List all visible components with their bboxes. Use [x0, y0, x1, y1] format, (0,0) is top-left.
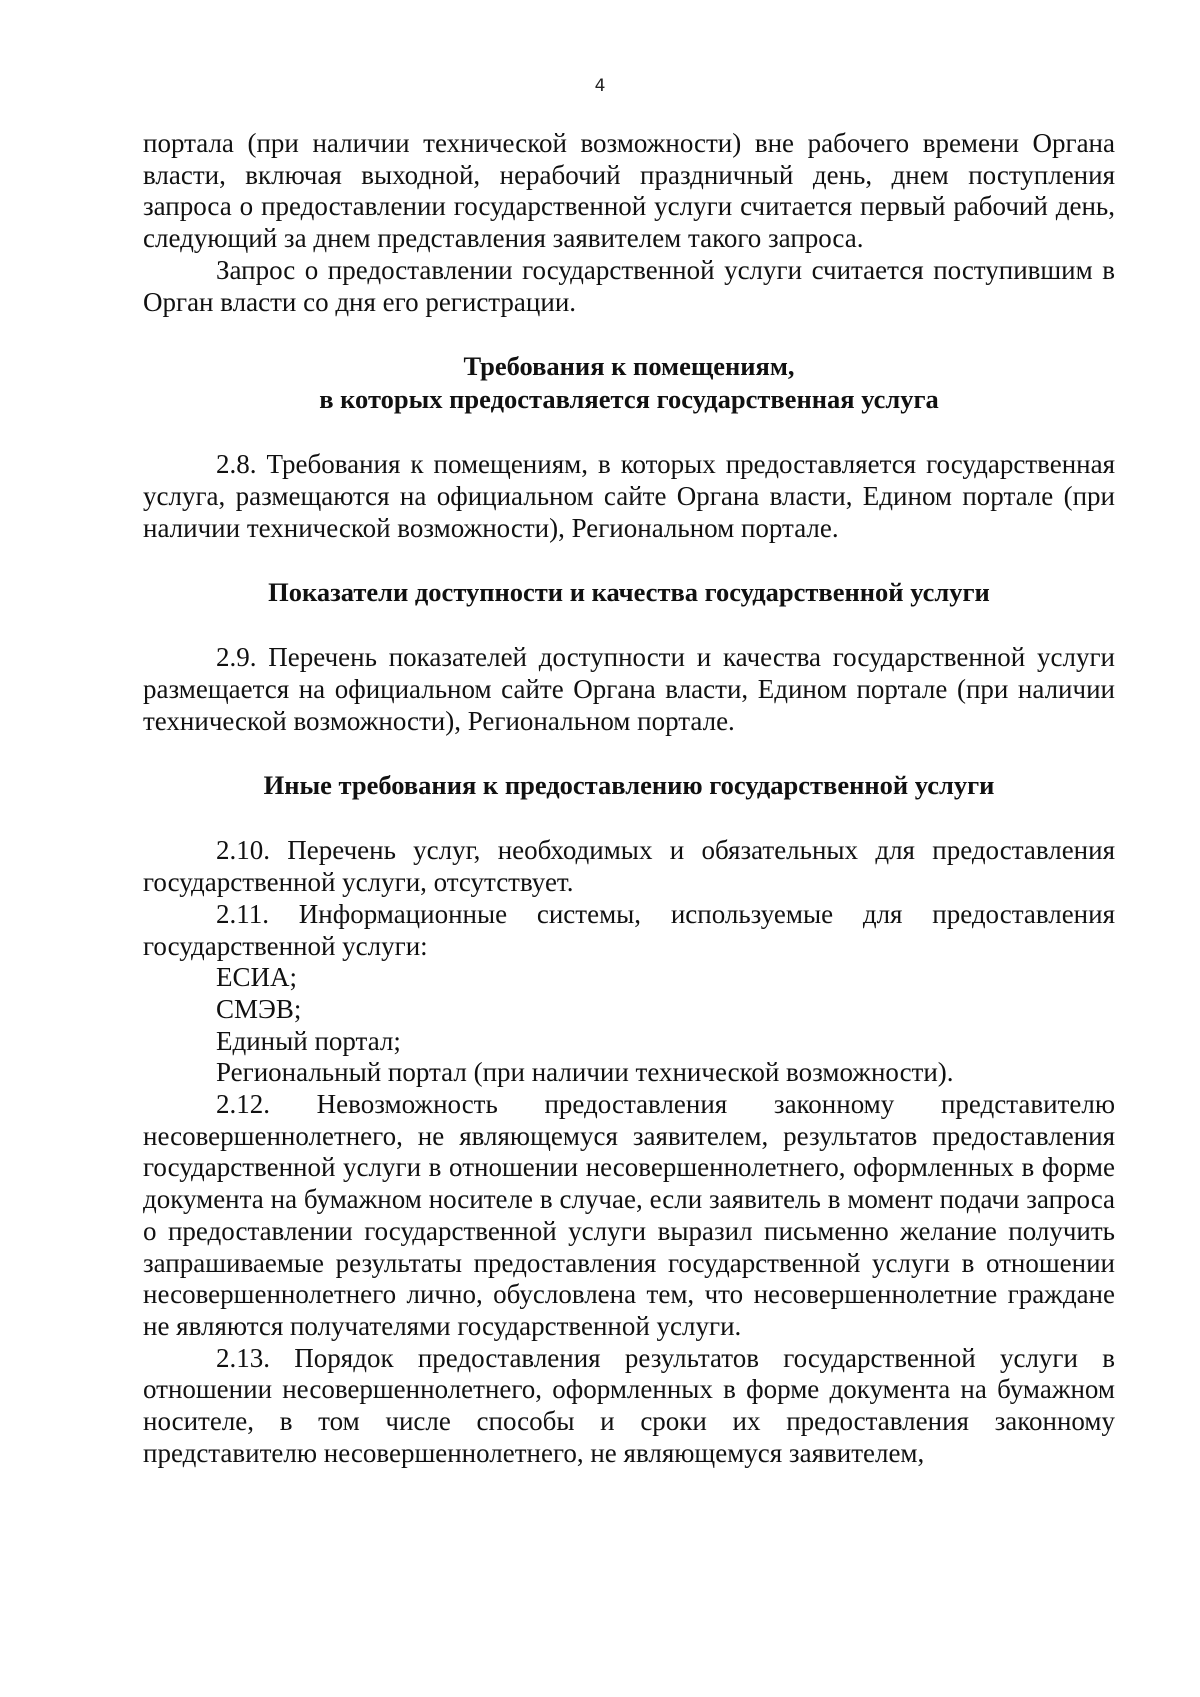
paragraph-2-10: 2.10. Перечень услуг, необходимых и обязательных для предоставления государственной услуги, отсутствует.	[143, 835, 1115, 898]
paragraph-request-received: Запрос о предоставлении государственной услуги считается поступившим в Орган власти со дня его регистрации.	[143, 254, 1115, 317]
heading-premises-line-1: Требования к помещениям,	[463, 351, 795, 382]
spacer	[143, 318, 1115, 350]
heading-quality-indicators: Показатели доступности и качества государственной услуги	[268, 577, 990, 608]
list-item-system-esia: ЕСИА;	[216, 962, 297, 993]
list-item-system-regional-portal: Региональный портал (при наличии технической возможности).	[216, 1057, 954, 1088]
paragraph-2-12: 2.12. Невозможность предоставления законному представителю несовершеннолетнего, не являющемуся заявителем, результатов предоставления государственной услуги в отношении несовершеннолетнего, оформленных в форме документа на бумажном носителе в случае, если заявитель в момент подачи запроса о предоставлении государственной услуги выразил письменно желание получить запрашиваемые результаты предоставления государственной услуги в отношении несовершеннолетнего лично, обусловлена тем, что несовершеннолетние граждане не являются получателями государственной услуги.	[143, 1089, 1115, 1341]
paragraph-2-11: 2.11. Информационные системы, используемые для предоставления государственной услуги:	[143, 898, 1115, 961]
spacer	[143, 609, 1115, 642]
list-item-system-smev: СМЭВ;	[216, 993, 302, 1024]
spacer	[143, 416, 1115, 449]
list-item-system-single-portal: Единый портал;	[216, 1025, 401, 1056]
heading-other-requirements: Иные требования к предоставлению государственной услуги	[263, 770, 995, 801]
paragraph-portal-continuation: портала (при наличии технической возможности) вне рабочего времени Органа власти, включая выходной, нерабочий праздничный день, днем поступления запроса о предоставлении государственной услуги считается первый рабочий день, следующий за днем представления заявителем такого запроса.	[143, 128, 1115, 254]
heading-premises-line-2: в которых предоставляется государственная услуга	[319, 384, 939, 415]
paragraph-2-9: 2.9. Перечень показателей доступности и качества государственной услуги размещается на официальном сайте Органа власти, Едином портале (при наличии технической возможности), Региональном портале.	[143, 642, 1115, 736]
paragraph-2-13: 2.13. Порядок предоставления результатов государственной услуги в отношении несовершеннолетнего, оформленных в форме документа на бумажном носителе, в том числе способы и сроки их предоставления законному представителю несовершеннолетнего, не являющемуся заявителем,	[143, 1342, 1115, 1468]
document-body	[143, 128, 1115, 1470]
spacer	[143, 802, 1115, 835]
spacer	[143, 737, 1115, 769]
spacer	[143, 544, 1115, 576]
page-number: 4	[594, 76, 606, 96]
paragraph-2-8: 2.8. Требования к помещениям, в которых предоставляется государственная услуга, размещаются на официальном сайте Органа власти, Едином портале (при наличии технической возможности), Региональном портале.	[143, 449, 1115, 543]
